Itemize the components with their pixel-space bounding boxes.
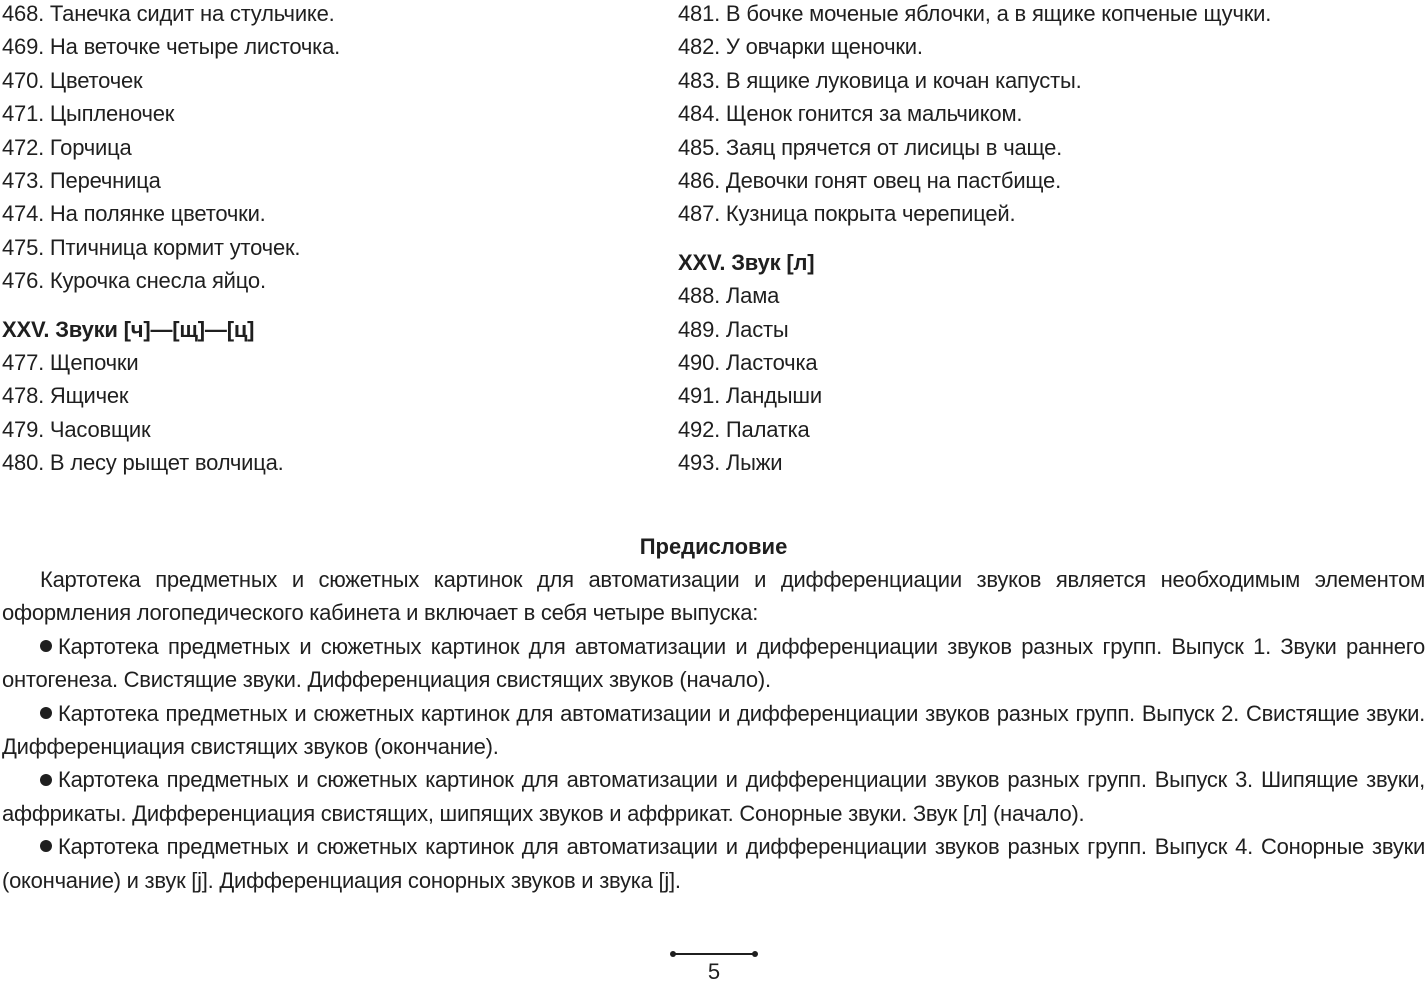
page-number: 5 xyxy=(707,959,721,984)
list-item: 485. Заяц прячется от лисицы в чаще. xyxy=(678,134,1063,160)
preface-title: Предисловие xyxy=(639,534,788,559)
list-item: 473. Перечница xyxy=(2,168,161,194)
list-item: 472. Горчица xyxy=(2,134,132,160)
list-item: 487. Кузница покрыта черепицей. xyxy=(678,201,1016,227)
list-item: 478. Ящичек xyxy=(2,383,129,409)
bullet-icon xyxy=(40,774,52,786)
bullet-icon xyxy=(40,707,52,719)
list-item: 468. Танечка сидит на стульчике. xyxy=(2,1,335,26)
preface-intro: Картотека предметных и сюжетных картинок для автоматизации и дифференциации звуков является необходимым элементом оформления логопедического кабинета и включает в себя четыре выпуска: xyxy=(2,567,1425,626)
list-item: 482. У овчарки щеночки. xyxy=(678,34,923,60)
list-item: 480. В лесу рыщет волчица. xyxy=(2,450,284,476)
list-item: 489. Ласты xyxy=(678,316,789,342)
bullet-icon xyxy=(40,840,52,852)
bullet-text: Картотека предметных и сюжетных картинок для автоматизации и дифференциации звуков разных групп. Выпуск 3. Шипящие звуки, аффрикаты. Дифференциация свистящих, шипящих звуков и аффрикат. Сонорные звуки. Звук [л] (начало). xyxy=(2,767,1425,826)
section-heading: XXV. Звуки [ч]—[щ]—[ц] xyxy=(2,316,255,342)
list-item: 486. Девочки гонят овец на пастбище. xyxy=(678,168,1062,194)
list-item: 491. Ландыши xyxy=(678,383,822,409)
list-item: 474. На полянке цветочки. xyxy=(2,201,266,227)
page-footer xyxy=(670,950,758,984)
list-item: 470. Цветочек xyxy=(2,67,143,93)
preface-bullet-item xyxy=(2,697,1425,764)
section-heading: XXV. Звук [л] xyxy=(678,249,815,275)
list-item: 493. Лыжи xyxy=(678,450,783,476)
list-item: 471. Цыпленочек xyxy=(2,101,175,127)
list-item: 483. В ящике луковица и кочан капусты. xyxy=(678,67,1082,93)
list-item: 479. Часовщик xyxy=(2,416,151,442)
list-item: 492. Палатка xyxy=(678,416,810,442)
preface-bullet-item xyxy=(2,630,1425,697)
list-item: 477. Щепочки xyxy=(2,350,139,376)
bullet-text: Картотека предметных и сюжетных картинок для автоматизации и дифференциации звуков разных групп. Выпуск 1. Звуки раннего онтогенеза. Свистящие звуки. Дифференциация свистящих звуков (начало). xyxy=(2,633,1425,693)
left-column xyxy=(2,0,662,480)
list-item: 484. Щенок гонится за мальчиком. xyxy=(678,101,1023,127)
footer-dot-right xyxy=(752,951,758,957)
preface-bullet-item xyxy=(2,830,1425,897)
preface-section xyxy=(2,530,1425,897)
list-item: 490. Ласточка xyxy=(678,350,818,376)
bullet-icon xyxy=(40,640,52,652)
right-column xyxy=(678,0,1418,480)
list-item: 469. На веточке четыре листочка. xyxy=(2,34,341,60)
list-item: 476. Курочка снесла яйцо. xyxy=(2,268,266,294)
list-item: 488. Лама xyxy=(678,283,780,309)
footer-rule-line xyxy=(673,953,755,955)
list-item: 481. В бочке моченые яблочки, а в ящике копченые щучки. xyxy=(678,1,1272,26)
bullet-text: Картотека предметных и сюжетных картинок для автоматизации и дифференциации звуков разных групп. Выпуск 4. Сонорные звуки (окончание) и звук [j]. Дифференциация сонорных звуков и звука [j]. xyxy=(2,834,1425,893)
bullet-text: Картотека предметных и сюжетных картинок для автоматизации и дифференциации звуков разных групп. Выпуск 2. Свистящие звуки. Дифференциация свистящих звуков (окончание). xyxy=(2,700,1425,760)
preface-bullet-item xyxy=(2,763,1425,830)
footer-dot-left xyxy=(670,951,676,957)
footer-ornament xyxy=(670,950,758,958)
list-item: 475. Птичница кормит уточек. xyxy=(2,234,301,260)
